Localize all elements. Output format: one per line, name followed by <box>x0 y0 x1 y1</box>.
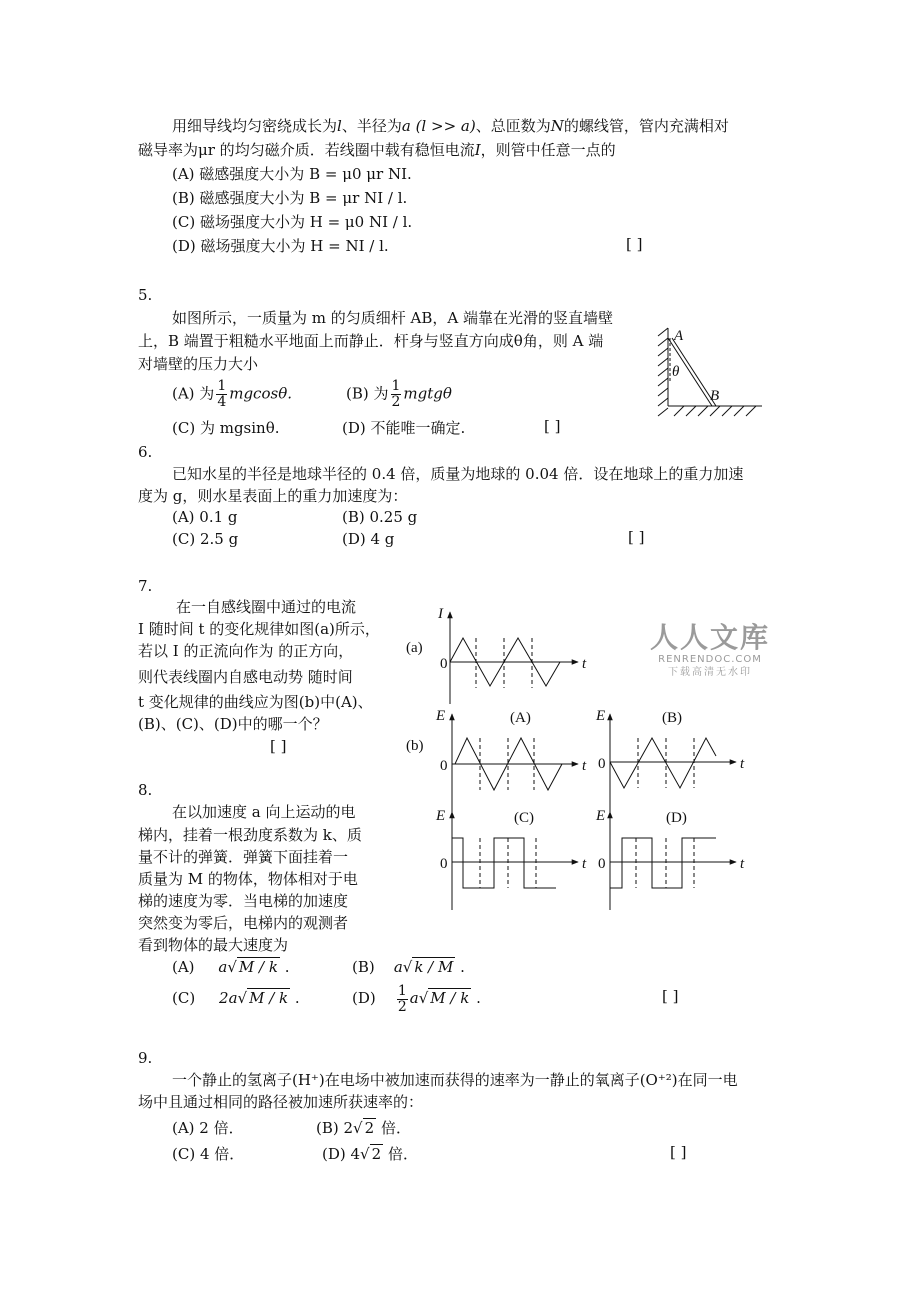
q9-b-radicand: 2 <box>364 1119 375 1137</box>
q5-number: 5. <box>138 286 153 304</box>
q5-stem-line2: 上，B 端置于粗糙水平地面上而静止．杆身与竖直方向成θ角，则 A 端 <box>138 332 604 350</box>
q6-option-c[interactable]: (C) 2.5 g <box>172 530 239 548</box>
watermark-title: 人人文库 <box>649 621 770 654</box>
q8-stem-line1: 在以加速度 a 向上运动的电 <box>172 803 356 821</box>
q5-a-fraction <box>216 379 227 410</box>
q4-text: 用细导线均匀密绕成长为 <box>172 117 338 135</box>
q5-a-expr: mgcosθ. <box>229 384 292 403</box>
period: . <box>284 958 290 976</box>
fig-D-e-axis: E <box>596 808 606 824</box>
q4-text: 的螺线管，管内充满相对 <box>563 117 729 135</box>
q5-a-prefix: (A) 为 <box>172 384 215 403</box>
label-b: B <box>710 388 720 404</box>
fig-A-curve <box>452 714 578 812</box>
q4-text: 、总匝数为 <box>475 117 551 135</box>
q5-stem-line1: 如图所示，一质量为 m 的匀质细杆 AB，A 端靠在光滑的竖直墙壁 <box>172 309 613 327</box>
fig-b-caption-a: (A) <box>510 710 531 726</box>
q8-option-b[interactable] <box>352 958 465 976</box>
fig-a-t-axis: t <box>582 656 587 672</box>
q8-stem-line7: 看到物体的最大速度为 <box>138 936 289 954</box>
q6-option-d[interactable]: (D) 4 g <box>342 530 395 548</box>
q7-stem-line5: t 变化规律的曲线应为图(b)中(A)、 <box>138 693 373 711</box>
fig-B-zero: 0 <box>598 756 606 772</box>
q8-option-a[interactable] <box>172 958 290 976</box>
label-theta: θ <box>672 364 680 380</box>
q7-number: 7. <box>138 577 153 595</box>
q8-d-prefix: a <box>409 989 419 1007</box>
fraction-denominator: 2 <box>397 998 407 1015</box>
fraction-numerator: 1 <box>217 378 227 394</box>
option-label: (D) <box>352 989 376 1007</box>
q4-text: 磁导率为μr 的均匀磁介质．若线圈中载有稳恒电流 <box>138 141 475 159</box>
q8-c-prefix: 2a <box>219 989 238 1007</box>
period: . <box>460 958 465 976</box>
q9-d-suffix: 倍． <box>387 1145 418 1163</box>
q5-option-b[interactable] <box>346 379 452 410</box>
q4-var-n: N <box>550 117 564 135</box>
option-label: (B) <box>352 958 375 976</box>
q5-b-prefix: (B) 为 <box>346 384 389 403</box>
q4-var-a: a <box>401 117 411 135</box>
fig-b-caption-b: (B) <box>662 710 682 726</box>
fig-a-zero: 0 <box>440 656 448 672</box>
q9-option-b[interactable] <box>316 1119 411 1137</box>
q6-stem-line1: 已知水星的半径是地球半径的 0.4 倍，质量为地球的 0.04 倍．设在地球上的重力加速 <box>172 465 744 483</box>
q9-b-suffix: 倍． <box>380 1119 411 1137</box>
fig-a-axes <box>450 612 578 704</box>
q9-d-radicand: 2 <box>371 1145 382 1163</box>
q9-stem-line1: 一个静止的氢离子(H⁺)在电场中被加速而获得的速率为一静止的氧离子(O⁺²)在同一电 <box>172 1071 738 1089</box>
q9-b-prefix: (B) 2 <box>316 1119 354 1137</box>
fig-B-t-axis: t <box>740 756 745 772</box>
q8-d-radicand: M / k <box>430 989 470 1007</box>
q5-b-expr: mgtgθ <box>403 384 452 403</box>
fig-D-t-axis: t <box>740 856 745 872</box>
q4-stem-line2 <box>138 141 616 159</box>
q4-option-b[interactable]: (B) 磁感强度大小为 B = μr NI / l. <box>172 189 408 207</box>
q4-stem-line1 <box>172 117 729 135</box>
radical-sign: √ <box>418 989 429 1007</box>
fraction-denominator: 2 <box>391 394 401 410</box>
radical-sign: √ <box>360 1145 370 1163</box>
q8-option-c[interactable] <box>172 989 300 1007</box>
q8-d-fraction <box>397 984 408 1015</box>
q8-option-d[interactable] <box>352 983 481 1015</box>
q7-stem-line2: I 随时间 t 的变化规律如图(a)所示， <box>138 620 380 638</box>
q9-answer-bracket[interactable]: [ ] <box>670 1143 687 1161</box>
fig-a-label: (a) <box>406 640 423 656</box>
fraction-denominator: 4 <box>217 394 227 410</box>
q7-stem-line3: 若以 I 的正流向作为 的正方向， <box>138 642 354 660</box>
q5-option-d[interactable]: (D) 不能唯一确定. <box>342 419 466 437</box>
q9-option-d[interactable] <box>322 1145 418 1163</box>
q8-b-radicand: k / M <box>414 958 454 976</box>
watermark-subtitle: 下载高清无水印 <box>668 667 752 678</box>
q5-answer-bracket[interactable]: [ ] <box>544 417 561 435</box>
period: . <box>294 989 300 1007</box>
fraction-numerator: 1 <box>397 982 407 999</box>
q8-a-prefix: a <box>218 958 228 976</box>
option-label: (C) <box>172 989 196 1007</box>
q5-option-c[interactable]: (C) 为 mgsinθ. <box>172 419 280 437</box>
q6-option-a[interactable]: (A) 0.1 g <box>172 508 238 526</box>
q4-answer-bracket[interactable]: [ ] <box>626 235 643 253</box>
q4-var-l: l <box>337 117 342 135</box>
q4-option-d[interactable]: (D) 磁场强度大小为 H = NI / l. <box>172 237 389 255</box>
fig-D-zero: 0 <box>598 856 606 872</box>
fig-b-caption-c: (C) <box>514 810 534 826</box>
q4-var-i: I <box>474 141 481 159</box>
fig-C-e-axis: E <box>436 808 446 824</box>
q4-option-c[interactable]: (C) 磁场强度大小为 H = μ0 NI / l. <box>172 213 413 231</box>
q6-answer-bracket[interactable]: [ ] <box>628 528 645 546</box>
q8-stem-line3: 量不计的弹簧．弹簧下面挂着一 <box>138 848 349 866</box>
q8-c-radicand: M / k <box>249 989 289 1007</box>
period: . <box>476 989 481 1007</box>
q8-stem-line2: 梯内，挂着一根劲度系数为 k、质 <box>138 826 362 844</box>
q5-b-fraction <box>391 379 402 410</box>
fig-a-i-axis: I <box>438 606 443 622</box>
q4-text: 、半径为 <box>341 117 402 135</box>
q6-stem-line2: 度为 g，则水星表面上的重力加速度为： <box>138 487 408 505</box>
q8-a-radicand: M / k <box>238 958 278 976</box>
q8-b-prefix: a <box>393 958 403 976</box>
q8-stem-line4: 质量为 M 的物体，物体相对于电 <box>138 870 358 888</box>
radical-sign: √ <box>227 958 237 976</box>
fig-B-curve <box>610 714 736 812</box>
fraction-numerator: 1 <box>391 378 401 394</box>
radical-sign: √ <box>353 1119 363 1137</box>
fig-C-curve <box>452 812 578 910</box>
q7-stem-line1: 在一自感线圈中通过的电流 <box>176 598 357 616</box>
watermark-url: RENRENDOC.COM <box>658 654 762 665</box>
fig-C-zero: 0 <box>440 856 448 872</box>
q9-number: 9. <box>138 1049 153 1067</box>
q6-number: 6. <box>138 443 153 461</box>
q8-stem-line6: 突然变为零后，电梯内的观测者 <box>138 914 349 932</box>
q4-text: ，则管中任意一点的 <box>480 141 616 159</box>
fig-A-e-axis: E <box>436 708 446 724</box>
label-a: A <box>674 328 684 344</box>
option-label: (A) <box>172 958 195 976</box>
q4-condition: (l >> a) <box>415 117 476 135</box>
q8-answer-bracket[interactable]: [ ] <box>662 987 679 1005</box>
radical-sign: √ <box>402 958 413 976</box>
q5-stem-line3: 对墙壁的压力大小 <box>138 355 259 373</box>
fig-b-label: (b) <box>406 738 424 754</box>
q9-d-prefix: (D) 4 <box>322 1145 361 1163</box>
radical-sign: √ <box>237 989 248 1007</box>
fig-A-t-axis: t <box>582 758 587 774</box>
q7-stem-line4: 则代表线圈内自感电动势 随时间 <box>138 668 353 686</box>
fig-A-zero: 0 <box>440 758 448 774</box>
watermark <box>648 622 772 680</box>
q7-stem-line6: (B)、(C)、(D)中的哪一个？ <box>138 715 328 733</box>
fig-D-curve <box>610 812 736 910</box>
q4-option-a[interactable]: (A) 磁感强度大小为 B = μ0 μr NI. <box>172 165 412 183</box>
fig-B-e-axis: E <box>596 708 606 724</box>
q9-option-a[interactable]: (A) 2 倍． <box>172 1119 244 1137</box>
fig-b-caption-d: (D) <box>666 810 687 826</box>
q9-option-c[interactable]: (C) 4 倍． <box>172 1145 245 1163</box>
q7-answer-bracket[interactable]: [ ] <box>270 737 287 755</box>
q8-number: 8. <box>138 781 153 799</box>
q9-stem-line2: 场中且通过相同的路径被加速所获速率的： <box>138 1093 424 1111</box>
q8-stem-line5: 梯的速度为零．当电梯的加速度 <box>138 892 349 910</box>
q5-option-a[interactable] <box>172 379 292 410</box>
q5-ladder-figure <box>654 326 764 421</box>
fig-C-t-axis: t <box>582 856 587 872</box>
q6-option-b[interactable]: (B) 0.25 g <box>342 508 418 526</box>
